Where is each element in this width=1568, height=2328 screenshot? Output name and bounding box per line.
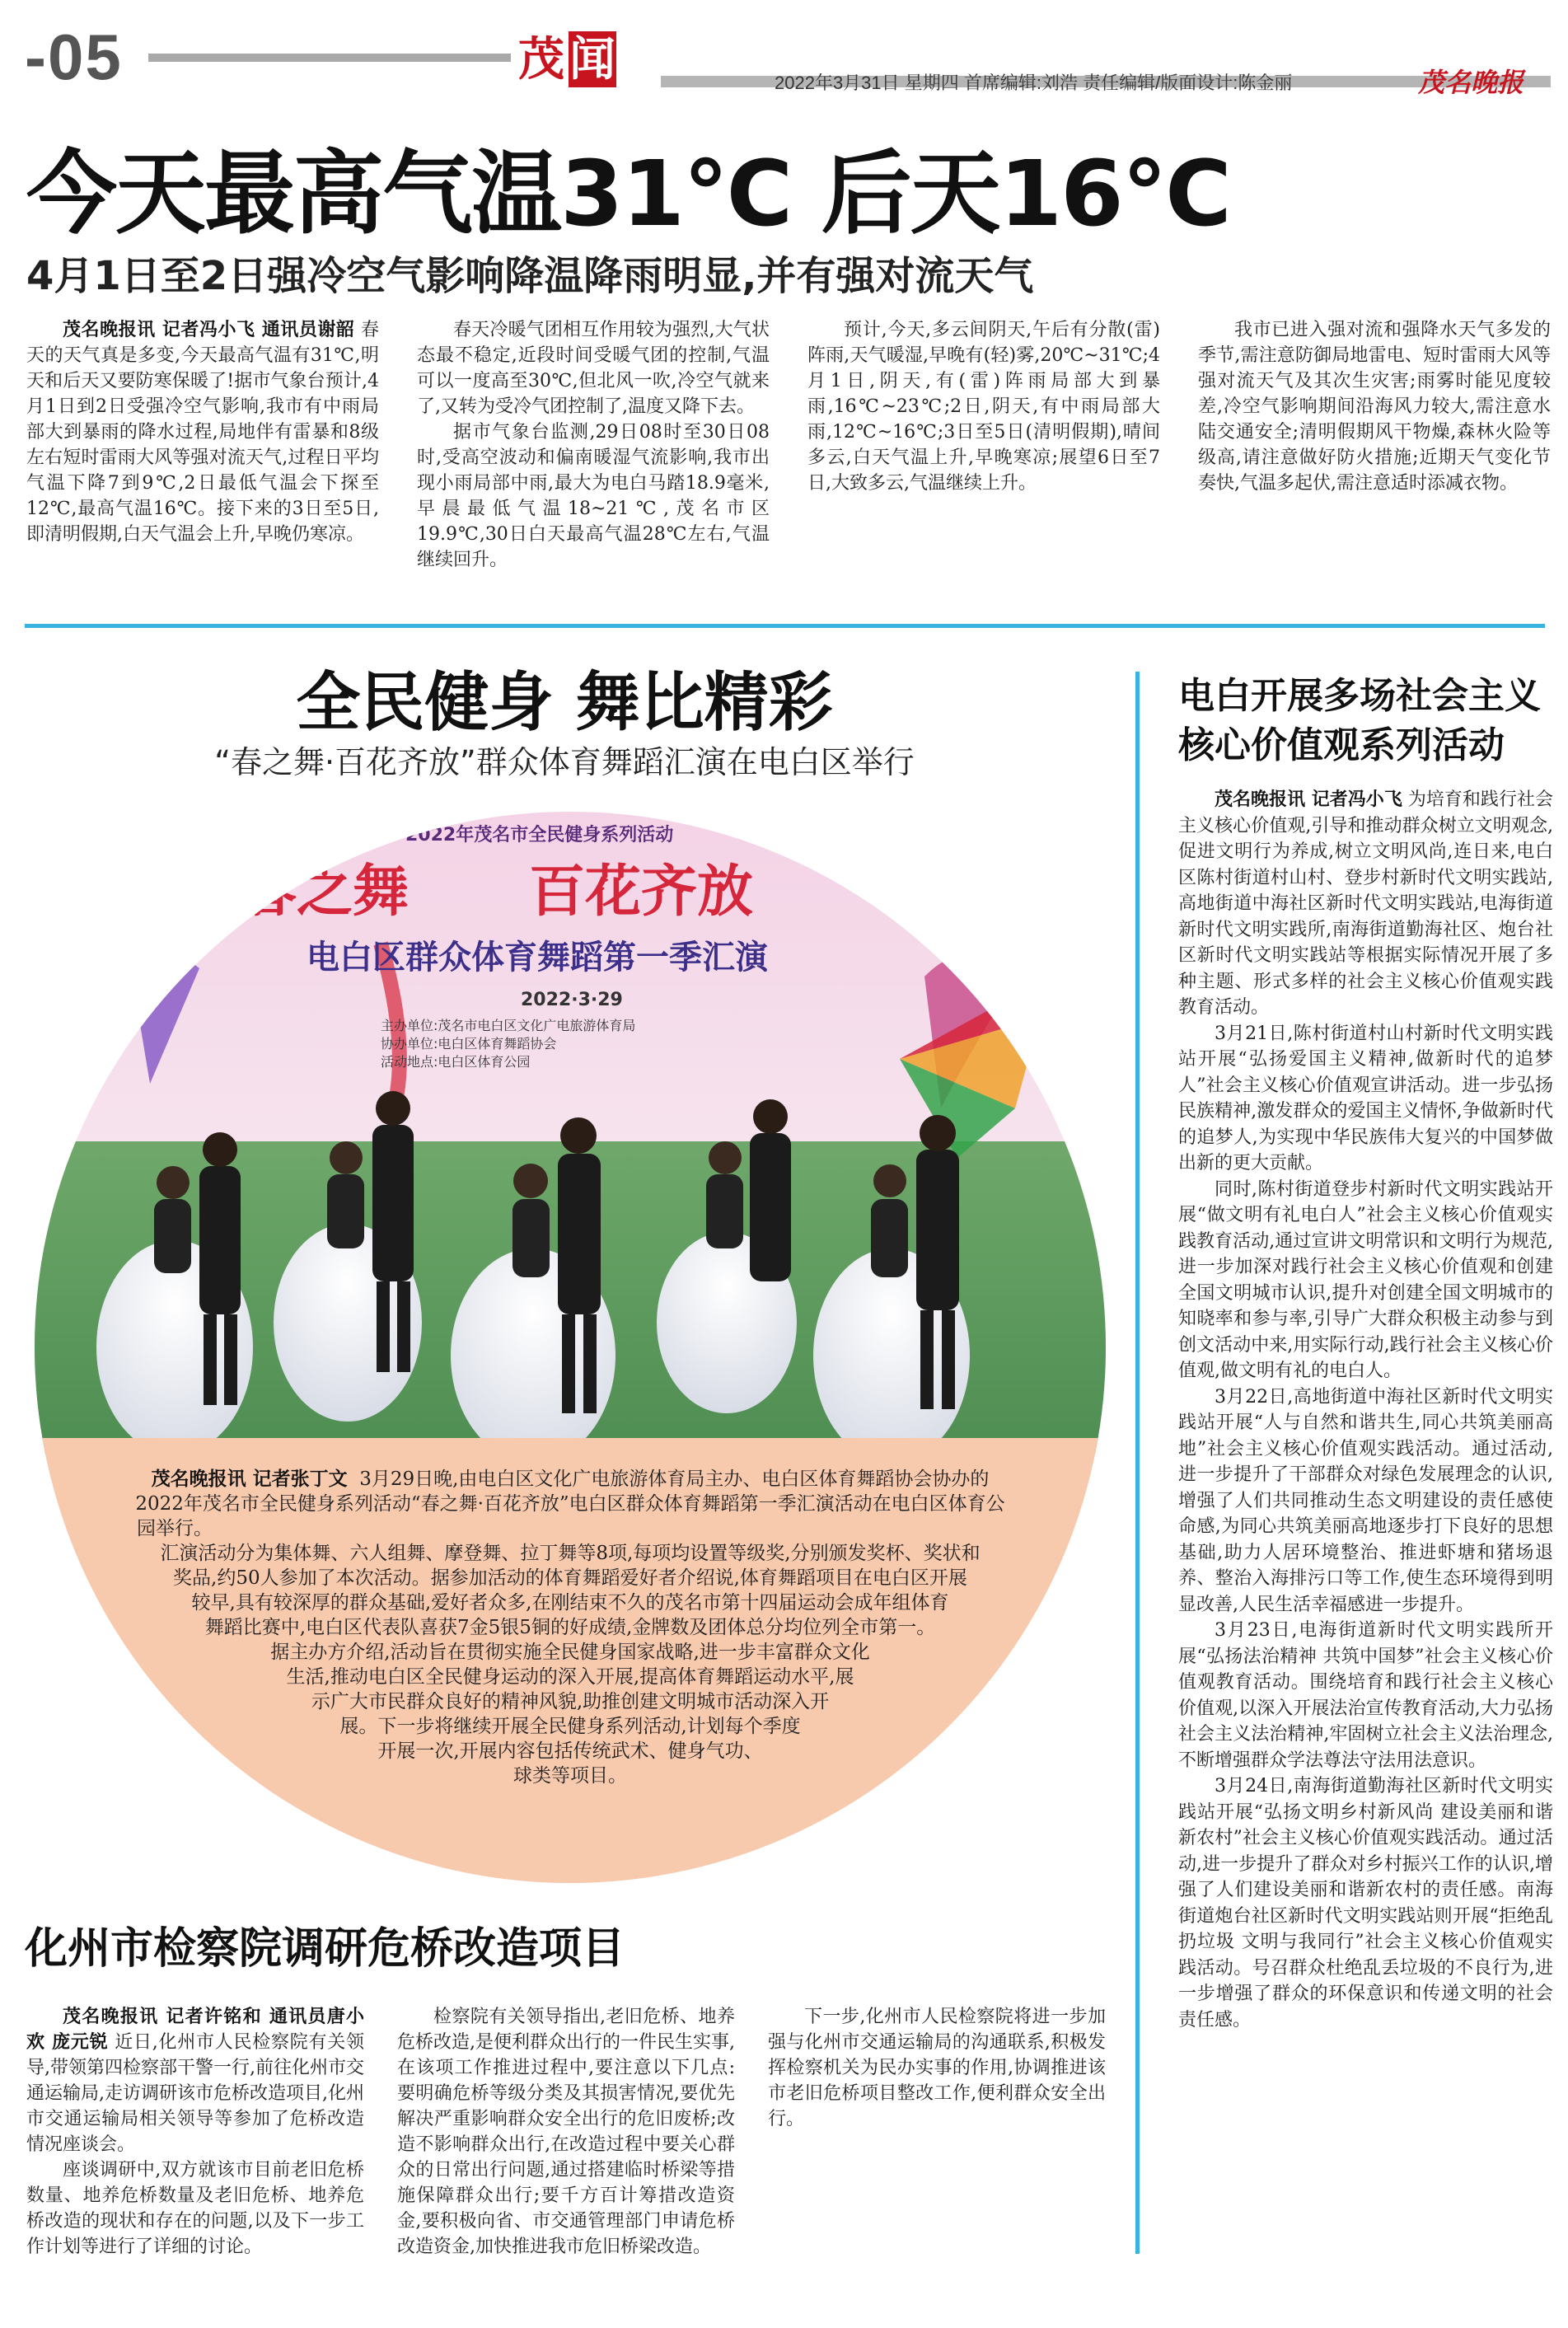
bridge-paragraph: 检察院有关领导指出,老旧危桥、地养危桥改造,是便利群众出行的一件民生实事,在该项工作推进过程中,要注意以下几点:要明确危桥等级分类及其损害情况,要优先解决严重影响群众安全出行的危旧废桥;改造不影响群众出行,在改造过程中要关心群众的日常出行问题,通过搭建临时桥梁等措施保障群众出行;要千方百计筹措改造资金,要积极向省、市交通管理部门申请危桥改造资金,加快推进我市危旧桥梁改造。 <box>397 2007 735 2257</box>
dance-text-line: 球类等项目。 <box>513 1765 627 1787</box>
dance-article-body <box>133 1467 1007 1788</box>
dance-text-line: 2022年茂名市全民健身系列活动“春之舞·百花齐放”电白区群众体育舞蹈第一季汇演活动在电白区体育公 <box>135 1493 1005 1515</box>
issue-info: 2022年3月31日 星期四 首席编辑:刘浩 责任编辑/版面设计:陈金丽 <box>775 73 1293 93</box>
values-byline: 茂名晚报讯 记者冯小飞 <box>1215 789 1402 810</box>
values-paragraph: 同时,陈村街道登步村新时代文明实践站开展“做文明有礼电白人”社会主义核心价值观实践教育活动,通过宣讲文明常识和文明行为规范,进一步加深对践行社会主义核心价值观和创建全国文明城市认识,提升对创建全国文明城市的知晓率和参与率,引导广大群众积极主动参与到创文活动中来,用实际行动,践行社会主义核心价值观,做文明有礼的电白人。 <box>1178 1178 1553 1381</box>
newspaper-logo: 茂名晚报 <box>1417 67 1524 98</box>
weather-col-4 <box>1198 317 1551 602</box>
dance-text-line: 据主办方介绍,活动旨在贯彻实施全民健身国家战略,进一步丰富群众文化 <box>270 1642 870 1663</box>
banner-organizer: 协办单位:电白区体育舞蹈协会 <box>381 1036 557 1052</box>
dance-subheadline: “春之舞·百花齐放”群众体育舞蹈汇演在电白区举行 <box>214 744 915 780</box>
dance-text-line: 奖品,约50人参加了本次活动。据参加活动的体育舞蹈爱好者介绍说,体育舞蹈项目在电白区开展 <box>173 1567 967 1589</box>
section-name <box>517 31 616 87</box>
section-char-1: 茂 <box>518 32 564 87</box>
bridge-paragraph: 座谈调研中,双方就该市目前老旧危桥数量、地养危桥数量及老旧危桥、地养危桥改造的现状和存在的问题,以及下一步工作计划等进行了详细的讨论。 <box>26 2160 364 2257</box>
bridge-paragraph: 下一步,化州市人民检察院将进一步加强与化州市交通运输局的沟通联系,积极发挥检察机关为民办实事的作用,协调推进该市老旧危桥项目整改工作,便利群众安全出行。 <box>768 2007 1106 2129</box>
dance-text-line: 开展一次,开展内容包括传统武术、健身气功、 <box>377 1740 763 1762</box>
page-header <box>0 0 1568 124</box>
values-paragraph: 3月23日,电海街道新时代文明实践所开展“弘扬法治精神 共筑中国梦”社会主义核心价值观教育活动。围绕培育和践行社会主义核心价值观,以深入开展法治宣传教育活动,大力弘扬社会主义法治精神,牢固树立社会主义法治理念,不断增强群众学法尊法守法用法意识。 <box>1178 1620 1553 1771</box>
dance-text-line: 汇演活动分为集体舞、六人组舞、摩登舞、拉丁舞等8项,每项均设置等级奖,分别颁发奖杯、奖状和 <box>160 1543 981 1564</box>
bridge-paragraph: 近日,化州市人民检察院有关领导,带领第四检察部干警一行,前往化州市交通运输局,走访调研该市危桥改造项目,化州市交通运输局相关领导等参加了危桥改造情况座谈会。 <box>26 2032 364 2155</box>
dance-headline: 全民健身 舞比精彩 <box>296 666 833 740</box>
values-article-body <box>1178 787 1553 2295</box>
weather-paragraph: 春天冷暖气团相互作用较为强烈,大气状态最不稳定,近段时间受暖气团的控制,气温可以一度高至30℃,但北风一吹,冷空气就来了,又转为受冷气团控制了,温度又降下去。 <box>417 320 770 417</box>
values-paragraph: 3月21日,陈村街道村山村新时代文明实践站开展“弘扬爱国主义精神,做新时代的追梦人”社会主义核心价值观宣讲活动。进一步弘扬民族精神,激发群众的爱国主义情怀,争做新时代的追梦人,为实现中华民族伟大复兴的中国梦做出新的更大贡献。 <box>1178 1023 1553 1173</box>
bridge-col-2 <box>397 2004 735 2301</box>
dance-text-line: 展。下一步将继续开展全民健身系列活动,计划每个季度 <box>339 1716 801 1737</box>
column-divider <box>1135 672 1140 2254</box>
values-paragraph: 3月24日,南海街道勤海社区新时代文明实践站开展“弘扬文明乡村新风尚 建设美丽和谐新农村”社会主义核心价值观实践活动。通过活动,进一步提升了群众对乡村振兴工作的认识,增强了人们建设美丽和谐新农村的责任感。南海街道炮台社区新时代文明实践站则开展“拒绝乱扔垃圾 文明与我同行”社会主义核心价值观实践活动。号召群众杜绝乱丢垃圾的不良行为,进一步增强了群众的环保意识和传递文明的社会责任感。 <box>1178 1776 1553 2031</box>
section-divider <box>25 624 1545 628</box>
weather-col-1 <box>26 317 379 602</box>
dance-text-line: 3月29日晚,由电白区文化广电旅游体育局主办、电白区体育舞蹈协会协办的 <box>359 1468 990 1490</box>
dance-byline: 茂名晚报讯 记者张丁文 <box>151 1468 348 1490</box>
dance-photo <box>35 812 1106 1454</box>
weather-col-2 <box>417 317 770 602</box>
bridge-col-1 <box>26 2004 364 2301</box>
weather-col-3 <box>807 317 1160 602</box>
bridge-headline: 化州市检察院调研危桥改造项目 <box>25 1924 625 1974</box>
values-paragraph: 为培育和践行社会主义核心价值观,引导和推动群众树立文明观念,促进文明行为养成,树立文明风尚,连日来,电白区陈村街道村山村、登步村新时代文明实践站,高地街道中海社区新时代文明实践站,电海街道新时代文明实践所,南海街道勤海社区、炮台社区新时代文明实践站等根据实际情况开展了多种主题、形式多样的社会主义核心价值观实践教育活动。 <box>1178 789 1553 1018</box>
values-headline: 电白开展多场社会主义核心价值观系列活动 <box>1178 675 1541 766</box>
section-char-2: 闻 <box>569 32 615 87</box>
dance-text-line: 生活,推动电白区全民健身运动的深入开展,提高体育舞蹈运动水平,展 <box>286 1666 854 1688</box>
weather-article-body <box>26 317 1551 602</box>
bridge-col-3 <box>768 2004 1106 2301</box>
bridge-article-body <box>26 2004 1106 2301</box>
dance-text-line: 示广大市民群众良好的精神风貌,助推创建文明城市活动深入开 <box>311 1691 830 1712</box>
dance-text-line: 较早,具有较深厚的群众基础,爱好者众多,在刚结束不久的茂名市第十四届运动会成年组体育 <box>191 1592 949 1614</box>
weather-headline: 今天最高气温31℃ 后天16℃ <box>26 141 1230 246</box>
weather-paragraph: 预计,今天,多云间阴天,午后有分散(雷)阵雨,天气暖湿,早晚有(轻)雾,20℃~31℃;4月1日,阴天,有(雷)阵雨局部大到暴雨,16℃~23℃;2日,阴天,有中雨局部大雨,12℃~16℃;3日至5日(清明假期),晴间多云,白天气温上升,早晚寒凉;展望6日至7日,大致多云,气温继续上升。 <box>807 320 1160 494</box>
weather-byline: 茂名晚报讯 记者冯小飞 通讯员谢韶 <box>63 320 355 340</box>
weather-paragraph: 我市已进入强对流和强降水天气多发的季节,需注意防御局地雷电、短时雷雨大风等强对流天气及其次生灾害;雨雾时能见度较差,冷空气影响期间沿海风力较大,需注意水陆交通安全;清明假期风干物燥,森林火险等级高,请注意做好防火措施;近期天气变化节奏快,气温多起伏,需注意适时添减衣物。 <box>1198 320 1551 494</box>
page-number: -05 <box>25 21 123 93</box>
weather-paragraph: 据市气象台监测,29日08时至30日08时,受高空波动和偏南暖湿气流影响,我市出现小雨局部中雨,最大为电白马踏18.9毫米,早晨最低气温18~21℃,茂名市区19.9℃,30日白天最高气温28℃左右,气温继续回升。 <box>417 422 770 570</box>
bridge-byline: 茂名晚报讯 记者许铭和 通讯员唐小欢 庞元锐 <box>26 2007 364 2053</box>
weather-paragraph: 春天的天气真是多变,今天最高气温有31℃,明天和后天又要防寒保暖了!据市气象台预计,4月1日到2日受强冷空气影响,我市有中雨局部大到暴雨的降水过程,局地伴有雷暴和8级左右短时雷雨大风等强对流天气,过程日平均气温下降7到9℃,2日最低气温会下探至12℃,最高气温16℃。接下来的3日至5日,即清明假期,白天气温会上升,早晚仍寒凉。 <box>26 320 379 545</box>
banner-title-left: 春之舞 <box>241 859 410 925</box>
header-rule <box>148 54 511 62</box>
values-paragraph: 3月22日,高地街道中海社区新时代文明实践站开展“人与自然和谐共生,同心共筑美丽高地”社会主义核心价值观实践活动。通过活动,进一步提升了干部群众对绿色发展理念的认识,增强了人们共同推动生态文明建设的责任感使命感,为同心共筑美丽高地逐步打下良好的思想基础,助力人居环境整治、推进虾塘和猪场退养、整治入海排污口等工作,使生态环境得到明显改善,人民生活幸福感进一步提升。 <box>1178 1386 1553 1615</box>
banner-organizer: 活动地点:电白区体育公园 <box>381 1054 531 1070</box>
banner-event: 电白区群众体育舞蹈第一季汇演 <box>307 938 768 977</box>
dance-text-line: 舞蹈比赛中,电白区代表队喜获7金5银5铜的好成绩,金牌数及团体总分均位列全市第一。 <box>204 1617 936 1638</box>
dance-photo-circle <box>35 812 1106 1883</box>
weather-subheadline: 4月1日至2日强冷空气影响降温降雨明显,并有强对流天气 <box>26 253 1034 299</box>
banner-date: 2022·3·29 <box>521 990 623 1010</box>
dance-text-line: 园举行。 <box>137 1518 213 1539</box>
banner-organizer: 主办单位:茂名市电白区文化广电旅游体育局 <box>381 1018 636 1033</box>
banner-title-right: 百花齐放 <box>529 859 754 925</box>
banner-top-text: 2022年茂名市全民健身系列活动 <box>405 825 674 845</box>
